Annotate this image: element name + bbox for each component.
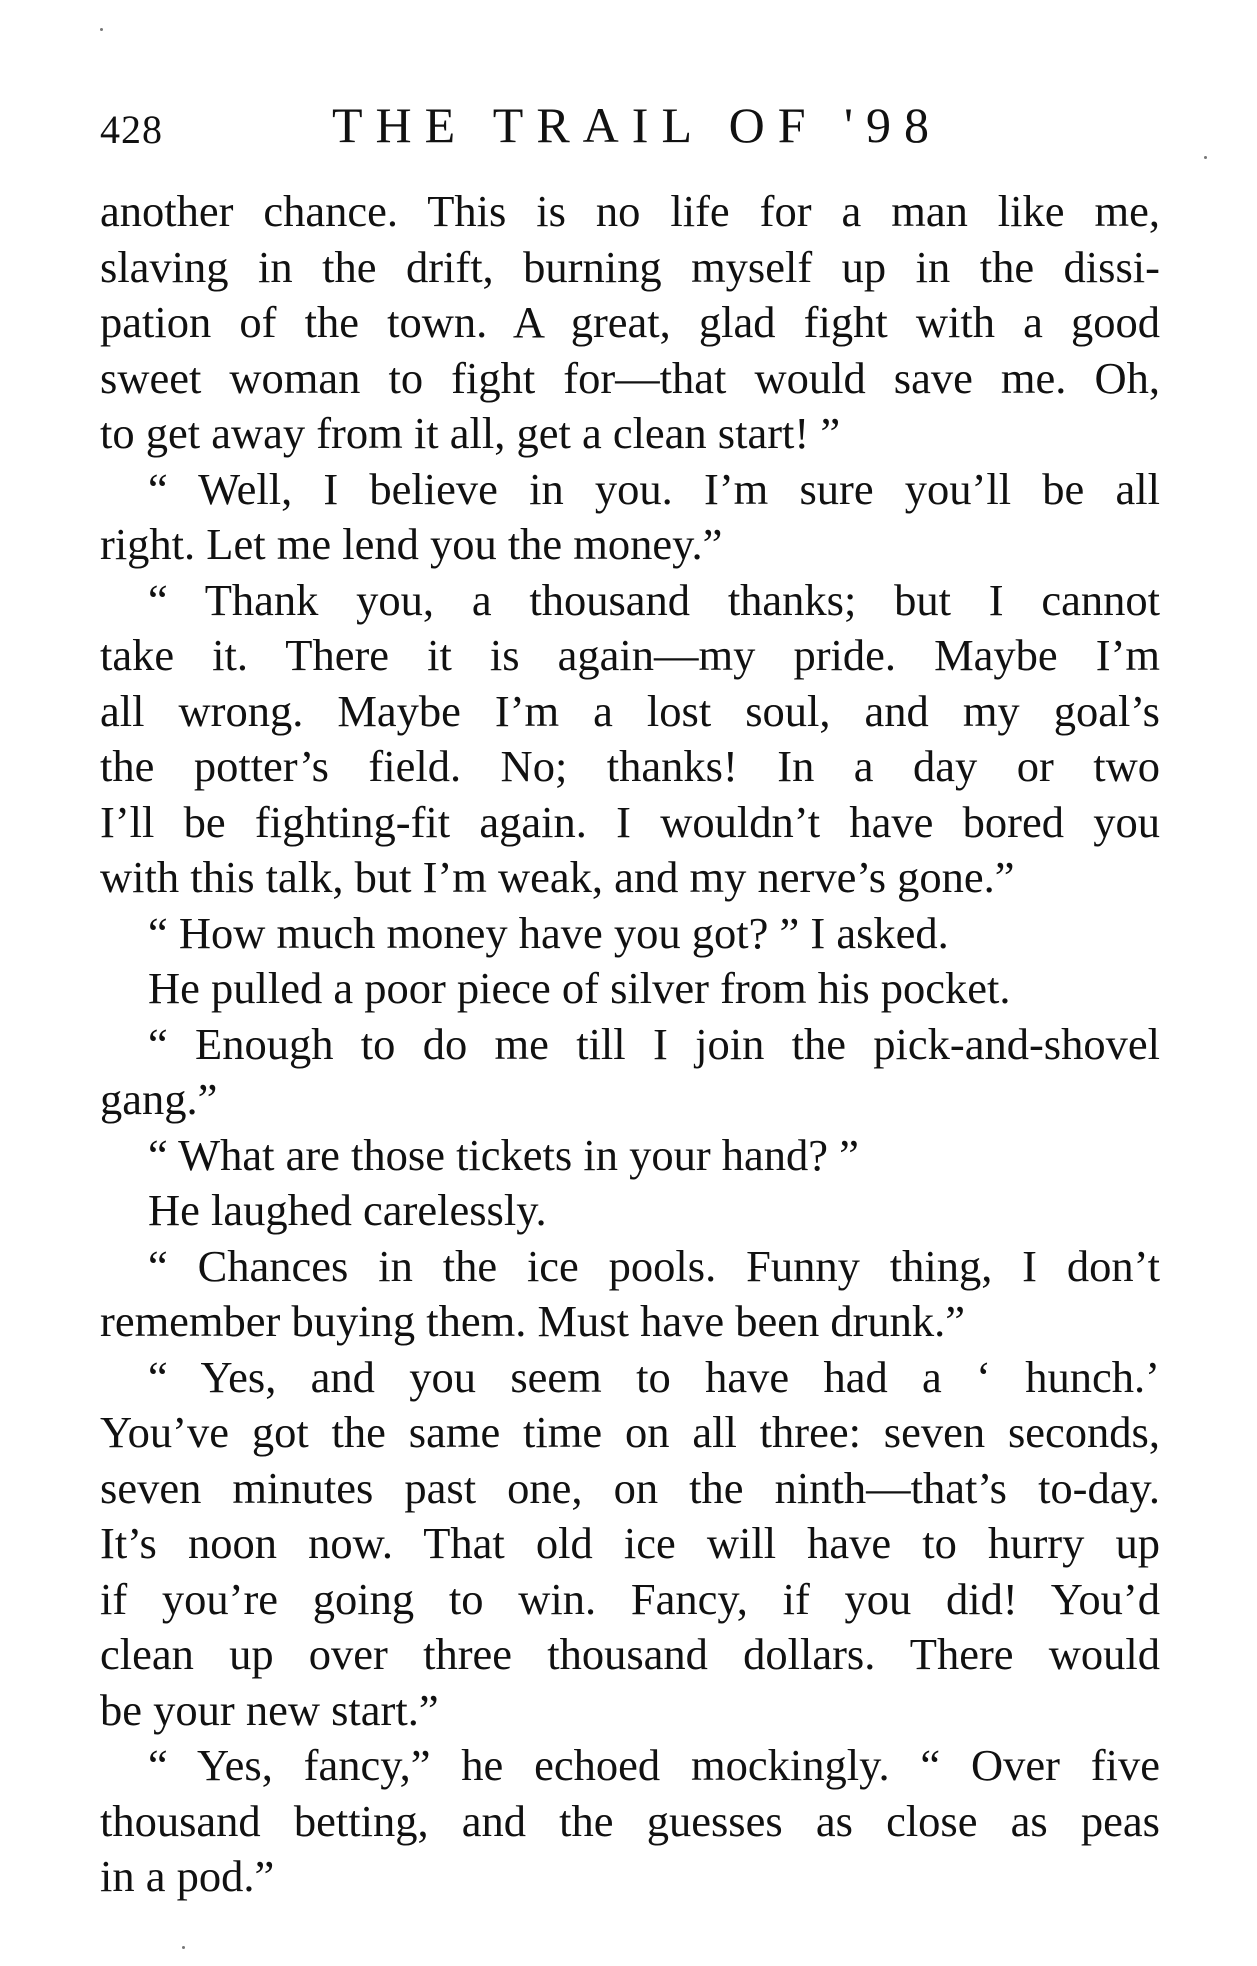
text-line: You’ve got the same time on all three: seven seconds,	[100, 1407, 1160, 1457]
text-line: “ Yes, fancy,” he echoed mockingly. “ Over five	[148, 1740, 1160, 1790]
text-line: be your new start.”	[100, 1684, 439, 1735]
text-line: He laughed carelessly.	[148, 1185, 547, 1235]
paper-speck	[182, 1946, 185, 1949]
text-line: all wrong. Maybe I’m a lost soul, and my goal’s	[100, 685, 1160, 736]
text-line: to get away from it all, get a clean start! ”	[100, 408, 841, 458]
text-line: “ Well, I believe in you. I’m sure you’ll be all	[148, 463, 1160, 514]
running-title: THE TRAIL OF '98	[332, 97, 943, 153]
text-line: the potter’s field. No; thanks! In a day or two	[100, 741, 1160, 791]
text-line: “ Enough to do me till I join the pick-and-shovel	[148, 1018, 1160, 1069]
text-line: It’s noon now. That old ice will have to hurry up	[100, 1518, 1160, 1568]
body-text	[100, 184, 1160, 1905]
text-line: thousand betting, and the guesses as close as peas	[100, 1795, 1160, 1846]
text-line: if you’re going to win. Fancy, if you did! You’d	[100, 1573, 1160, 1624]
page-number: 428	[100, 107, 163, 152]
text-line: He pulled a poor piece of silver from his pocket.	[148, 963, 1011, 1013]
text-line: in a pod.”	[100, 1851, 275, 1901]
text-line: seven minutes past one, on the ninth—that’s to-day.	[100, 1462, 1160, 1513]
text-line: slaving in the drift, burning myself up in the dissi-	[100, 241, 1160, 292]
text-line: I’ll be fighting-fit again. I wouldn’t have bored you	[100, 796, 1160, 847]
text-line: with this talk, but I’m weak, and my nerve’s gone.”	[100, 852, 1015, 902]
text-line: “ Yes, and you seem to have had a ‘ hunch.’	[148, 1351, 1160, 1402]
text-line: clean up over three thousand dollars. There would	[100, 1629, 1160, 1679]
paper-speck	[100, 28, 103, 31]
text-line: gang.”	[100, 1074, 218, 1124]
paper-speck	[1204, 156, 1207, 159]
text-line: “ Thank you, a thousand thanks; but I cannot	[148, 574, 1160, 625]
text-line: sweet woman to fight for—that would save me. Oh,	[100, 352, 1160, 403]
text-line: pation of the town. A great, glad fight with a good	[100, 297, 1160, 347]
text-line: another chance. This is no life for a man like me,	[100, 186, 1160, 236]
text-line: “ What are those tickets in your hand? ”	[148, 1129, 859, 1180]
text-line: “ Chances in the ice pools. Funny thing, I don’t	[148, 1240, 1160, 1291]
text-line: take it. There it is again—my pride. Maybe I’m	[100, 630, 1160, 680]
text-line: “ How much money have you got? ” I asked.	[148, 907, 949, 958]
page-header	[100, 96, 1160, 156]
text-line: remember buying them. Must have been drunk.”	[100, 1296, 966, 1346]
text-line: right. Let me lend you the money.”	[100, 519, 723, 569]
